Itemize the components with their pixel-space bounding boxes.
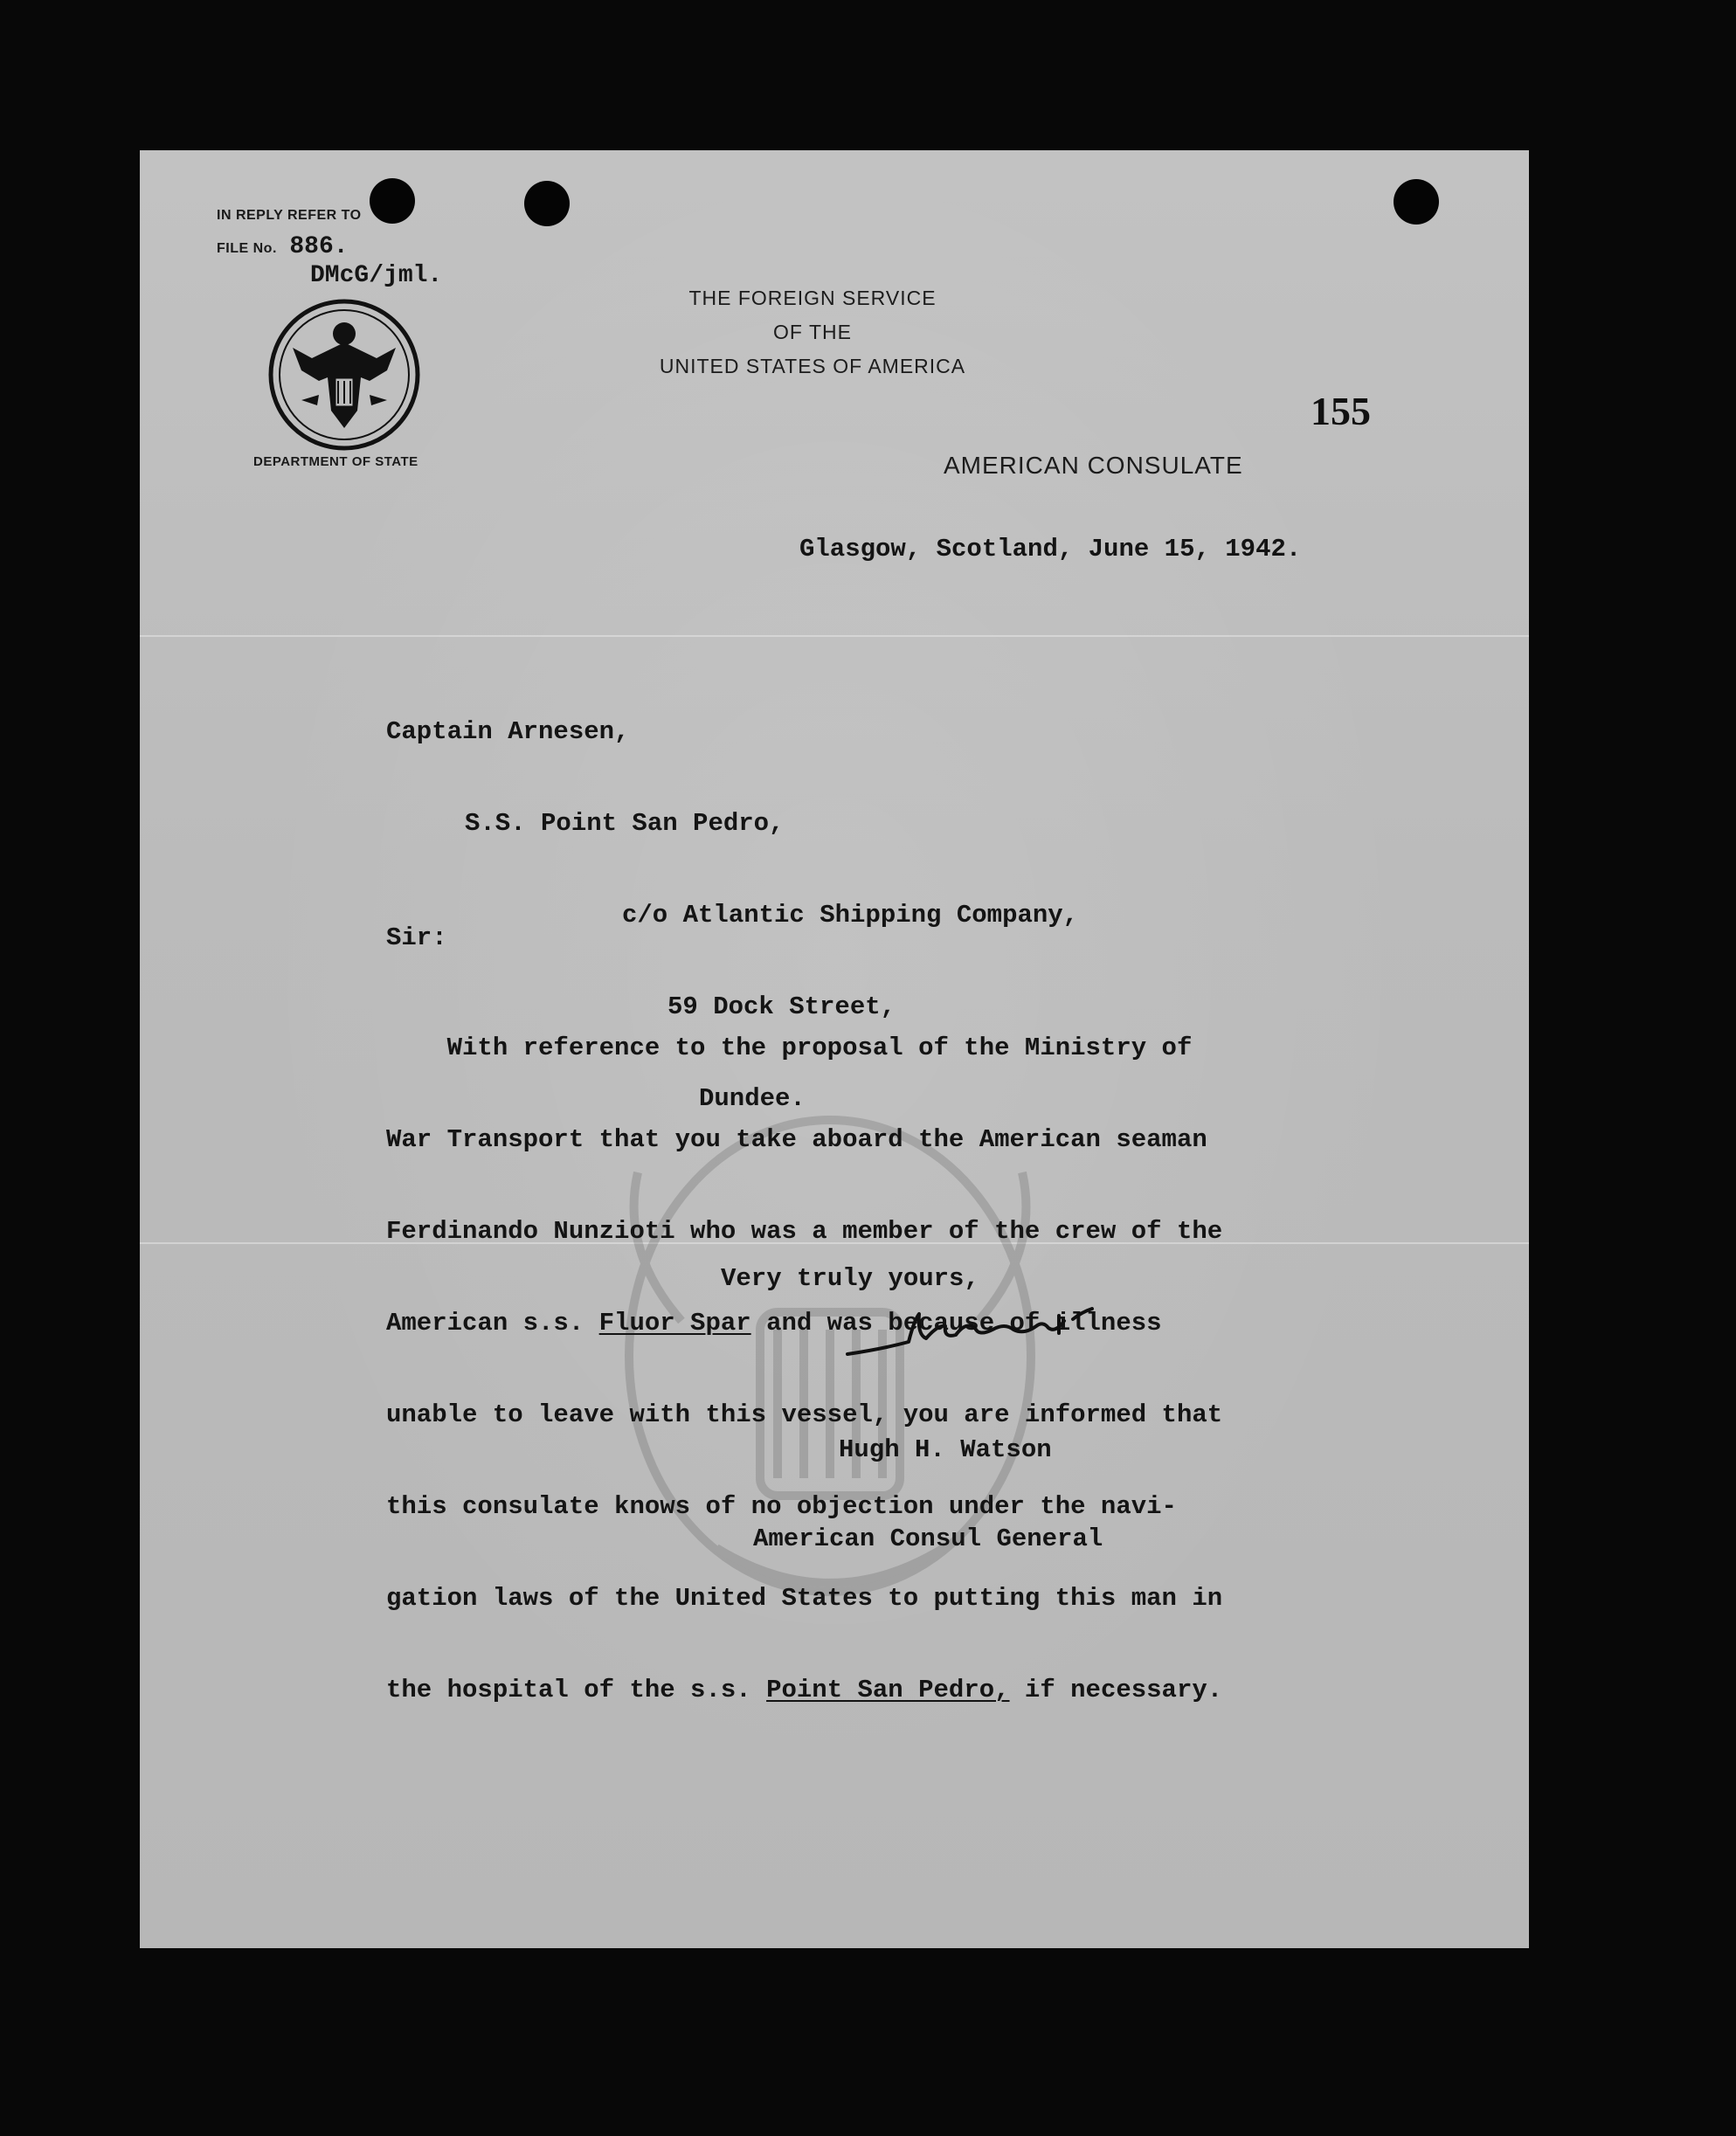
- letter-sheet: [140, 150, 1529, 1948]
- body-line-8-start: the hospital of the s.s.: [386, 1676, 767, 1704]
- file-number-row: [217, 233, 349, 260]
- body-line-6: this consulate knows of no objection under the navi-: [386, 1492, 1177, 1521]
- body-line-8: [386, 1675, 1222, 1705]
- address-line-1: Captain Arnesen,: [386, 717, 630, 746]
- punch-hole-center: [524, 181, 570, 226]
- handwritten-signature-icon: [830, 1295, 1118, 1365]
- department-label: DEPARTMENT OF STATE: [253, 454, 418, 469]
- address-line-2: S.S. Point San Pedro,: [465, 809, 785, 838]
- letterhead-line-3: UNITED STATES OF AMERICA: [659, 355, 966, 377]
- body-line-1: With reference to the proposal of the Ministry of: [386, 1033, 1193, 1062]
- fold-line-top: [140, 635, 1529, 637]
- closing: Very truly yours,: [721, 1264, 979, 1293]
- body-line-7: gation laws of the United States to putting this man in: [386, 1584, 1223, 1613]
- punch-hole-right: [1394, 179, 1439, 225]
- address-line-3: c/o Atlantic Shipping Company,: [622, 901, 1079, 930]
- signer-title: American Consul General: [753, 1524, 1103, 1553]
- consulate-label: AMERICAN CONSULATE: [944, 452, 1243, 479]
- letterhead-line-2: OF THE: [773, 321, 852, 343]
- department-of-state-eagle-seal-icon: [266, 297, 422, 453]
- body-line-4-start: American s.s.: [386, 1309, 599, 1338]
- body-line-2: War Transport that you take aboard the American seaman: [386, 1125, 1207, 1154]
- ship-name-fluor-spar: Fluor Spar: [598, 1309, 751, 1338]
- signer-name: Hugh H. Watson: [839, 1435, 1052, 1464]
- letterhead: [629, 281, 996, 384]
- in-reply-label: IN REPLY REFER TO: [217, 208, 362, 223]
- ship-name-point-san-pedro: Point San Pedro,: [766, 1676, 1010, 1704]
- page-number: 155: [1311, 389, 1371, 433]
- letterhead-line-1: THE FOREIGN SERVICE: [688, 287, 937, 309]
- body-line-8-end: if necessary.: [1009, 1676, 1223, 1704]
- salutation: Sir:: [386, 923, 447, 952]
- signer-block: [753, 1376, 1103, 1614]
- punch-hole-left: [370, 178, 415, 224]
- body-line-5: unable to leave with this vessel, you are informed that: [386, 1400, 1223, 1429]
- address-line-4: 59 Dock Street,: [667, 992, 896, 1021]
- body-line-4-end: and was because of illness: [750, 1309, 1162, 1338]
- address-line-5: Dundee.: [699, 1084, 806, 1113]
- file-label: FILE No.: [217, 241, 277, 256]
- file-initials: DMcG/jml.: [310, 262, 443, 289]
- letter-body: [386, 971, 1222, 1766]
- body-line-3: Ferdinando Nunzioti who was a member of the crew of the: [386, 1217, 1223, 1246]
- file-number: 886.: [289, 233, 349, 260]
- date-line: Glasgow, Scotland, June 15, 1942.: [799, 535, 1302, 563]
